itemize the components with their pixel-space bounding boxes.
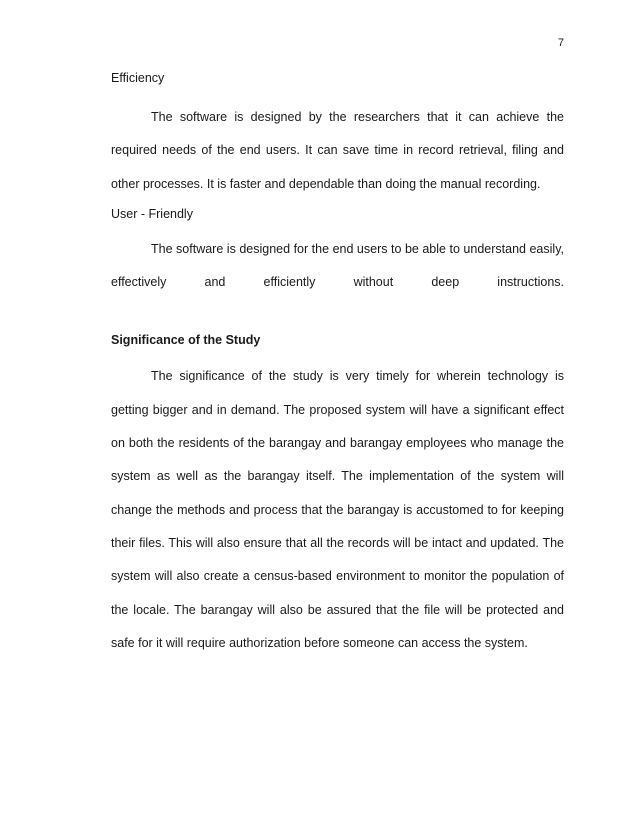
section-heading-efficiency: Efficiency (111, 71, 165, 85)
page-number: 7 (557, 37, 564, 49)
section-paragraph-user-friendly: The software is designed for the end users to be able to understand easily, effectively and efficiently without deep instructions. (111, 241, 564, 290)
section-paragraph-efficiency: The software is designed by the researchers that it can achieve the required needs of the end users. It can save time in record retrieval, filing and other processes. It is faster and dependable than doing the manual recording. (111, 110, 564, 191)
document-body (111, 66, 564, 660)
section-heading-user-friendly: User - Friendly (111, 206, 193, 221)
section-heading-significance: Significance of the Study (111, 333, 261, 348)
section-paragraph-significance: The significance of the study is very timely for wherein technology is getting bigger and in demand. The proposed system will have a significant effect on both the residents of the barangay and barangay employees who manage the system as well as the barangay itself. The implementation of the system will change the methods and process that the barangay is accustomed to for keeping their files. This will also ensure that all the records will be intact and updated. The system will also create a census-based environment to monitor the population of the locale. The barangay will also be assured that the file will be protected and safe for it will require authorization before someone can access the system. (111, 369, 564, 650)
